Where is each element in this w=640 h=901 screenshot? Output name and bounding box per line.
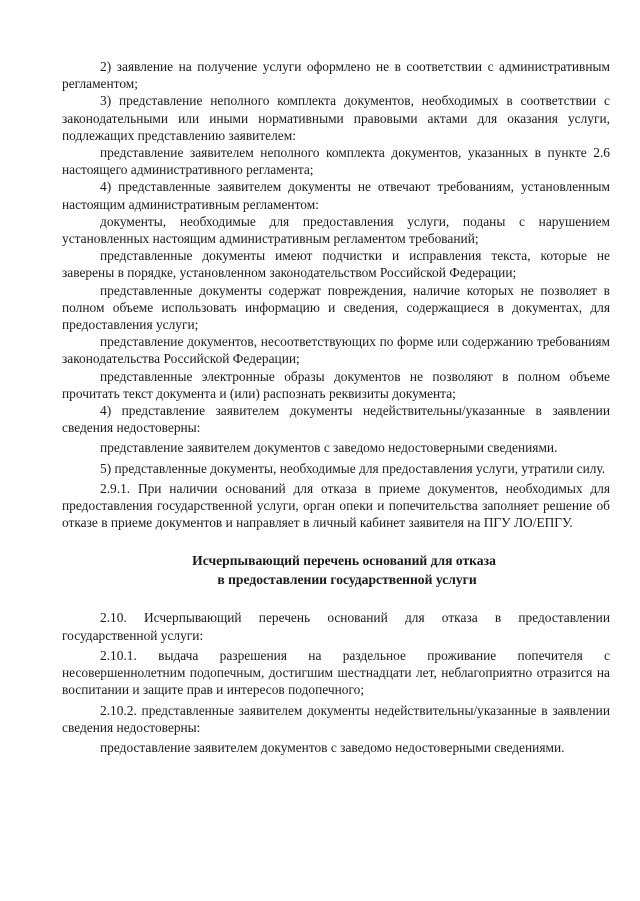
paragraph-electronic-images: представленные электронные образы документов не позволяют в полном объеме прочитать текст документа и (или) распознать реквизиты документа; bbox=[62, 368, 610, 401]
paragraph-false-info: представление заявителем документов с заведомо недостоверными сведениями. bbox=[100, 440, 558, 456]
paragraph-corrections: представленные документы имеют подчистки и исправления текста, которые не заверены в порядке, установленном законодательством Российской Федерации; bbox=[62, 248, 610, 281]
heading-line-2: в предоставлении государственной услуги bbox=[217, 572, 477, 588]
paragraph-form-mismatch: представление документов, несоответствующих по форме или содержанию требованиям законодательства Российской Федерации; bbox=[62, 334, 610, 367]
section-heading bbox=[62, 551, 610, 589]
section-bottom bbox=[62, 609, 610, 756]
paragraph-false-info-2: предоставление заявителем документов с заведомо недостоверными сведениями. bbox=[100, 739, 565, 755]
paragraph-2-9-1: 2.9.1. При наличии оснований для отказа в приеме документов, необходимых для предоставления государственной услуги, орган опеки и попечительства заполняет решение об отказе в приеме документов и направляет в личный кабинет заявителя на ПГУ ЛО/ЕПГУ. bbox=[62, 480, 610, 531]
paragraph-invalid-docs: 4) представление заявителем документы недействительны/указанные в заявлении сведения недостоверны: bbox=[62, 403, 610, 436]
paragraph-damage: представленные документы содержат повреждения, наличие которых не позволяет в полном объеме использовать информацию и сведения, содержащиеся в документах, для предоставления услуги; bbox=[62, 282, 610, 333]
paragraph-incomplete-set: представление заявителем неполного комплекта документов, указанных в пункте 2.6 настоящего административного регламента; bbox=[62, 145, 610, 178]
paragraph-refusal-3: 3) представление неполного комплекта документов, необходимых в соответствии с законодательными или иными нормативными правовыми актами для оказания услуги, подлежащих представлению заявителем: bbox=[62, 93, 610, 143]
section-top bbox=[62, 58, 610, 531]
paragraph-2-10-2: 2.10.2. представленные заявителем документы недействительны/указанные в заявлении сведения недостоверны: bbox=[62, 702, 610, 735]
paragraph-refusal-2: 2) заявление на получение услуги оформлено не в соответствии с административным регламентом; bbox=[62, 59, 610, 92]
paragraph-violation: документы, необходимые для предоставления услуги, поданы с нарушением установленных настоящим административным регламентом требований; bbox=[62, 213, 610, 247]
heading-line-1: Исчерпывающий перечень оснований для отказа bbox=[192, 553, 496, 569]
paragraph-2-10: 2.10. Исчерпывающий перечень оснований для отказа в предоставлении государственной услуги: bbox=[62, 610, 610, 643]
paragraph-2-10-1: 2.10.1. выдача разрешения на раздельное проживание попечителя с несовершеннолетним подопечным, достигшим шестнадцати лет, неблагоприятно отразится на воспитании и защите прав и интересов подопечного; bbox=[62, 647, 610, 698]
paragraph-refusal-5: 5) представленные документы, необходимые для предоставления услуги, утратили силу. bbox=[100, 460, 606, 476]
paragraph-refusal-4: 4) представленные заявителем документы не отвечают требованиям, установленным настоящим административным регламентом: bbox=[62, 179, 610, 212]
